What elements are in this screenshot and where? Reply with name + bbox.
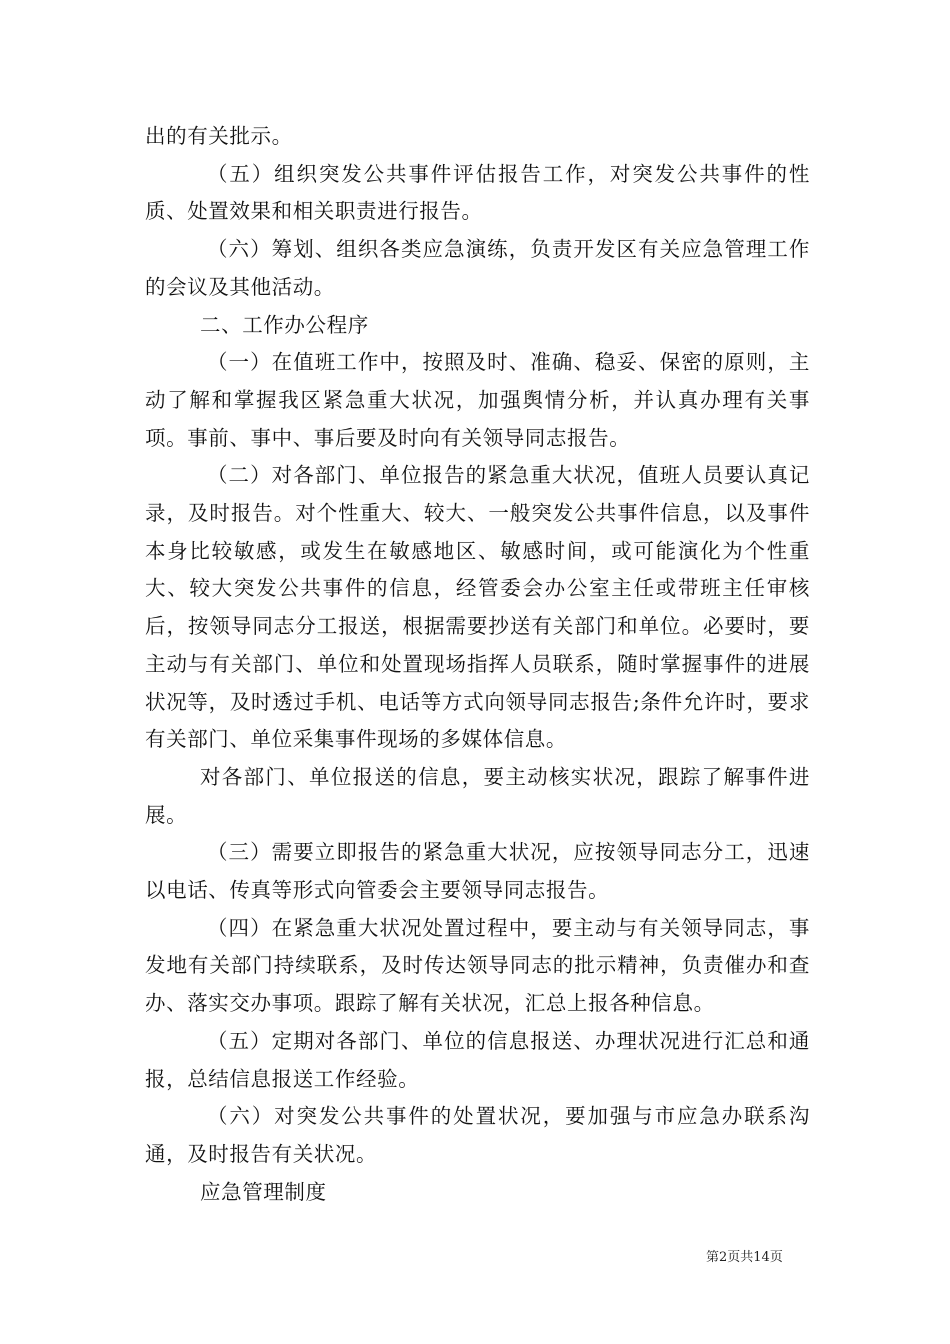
paragraph-item-5: （五）组织突发公共事件评估报告工作，对突发公共事件的性质、处置效果和相关职责进行报告。: [145, 161, 810, 224]
paragraph-procedure-4: （四）在紧急重大状况处置过程中，要主动与有关领导同志，事发地有关部门持续联系，及时传达领导同志的批示精神，负责催办和查办、落实交办事项。跟踪了解有关状况，汇总上报各种信息。: [145, 915, 810, 1016]
paragraph-procedure-1: （一）在值班工作中，按照及时、准确、稳妥、保密的原则，主动了解和掌握我区紧急重大状况，加强舆情分析，并认真办理有关事项。事前、事中、事后要及时向有关领导同志报告。: [145, 350, 810, 450]
paragraph-procedure-6: （六）对突发公共事件的处置状况，要加强与市应急办联系沟通，及时报告有关状况。: [145, 1104, 810, 1166]
paragraph-continuation: 出的有关批示。: [145, 124, 293, 148]
paragraph-procedure-2: （二）对各部门、单位报告的紧急重大状况，值班人员要认真记录，及时报告。对个性重大、较大、一般突发公共事件信息，以及事件本身比较敏感，或发生在敏感地区、敏感时间，或可能演化为个性重大、较大突发公共事件的信息，经管委会办公室主任或带班主任审核后，按领导同志分工报送，根据需要抄送有关部门和单位。必要时，要主动与有关部门、单位和处置现场指挥人员联系，随时掌握事件的进展状况等，及时透过手机、电话等方式向领导同志报告;条件允许时，要求有关部门、单位采集事件现场的多媒体信息。: [145, 463, 810, 752]
section-heading: 二、工作办公程序: [200, 312, 369, 337]
document-body: [145, 118, 810, 1211]
paragraph-procedure-3: （三）需要立即报告的紧急重大状况，应按领导同志分工，迅速以电话、传真等形式向管委会主要领导同志报告。: [145, 840, 810, 903]
page-number: 第2页共14页: [706, 1250, 783, 1265]
paragraph-procedure-5: （五）定期对各部门、单位的信息报送、办理状况进行汇总和通报，总结信息报送工作经验。: [145, 1028, 810, 1091]
paragraph-verify-info: 对各部门、单位报送的信息，要主动核实状况，跟踪了解事件进展。: [145, 764, 810, 827]
closing-heading: 应急管理制度: [200, 1179, 327, 1204]
paragraph-item-6: （六）筹划、组织各类应急演练，负责开发区有关应急管理工作的会议及其他活动。: [145, 237, 810, 299]
